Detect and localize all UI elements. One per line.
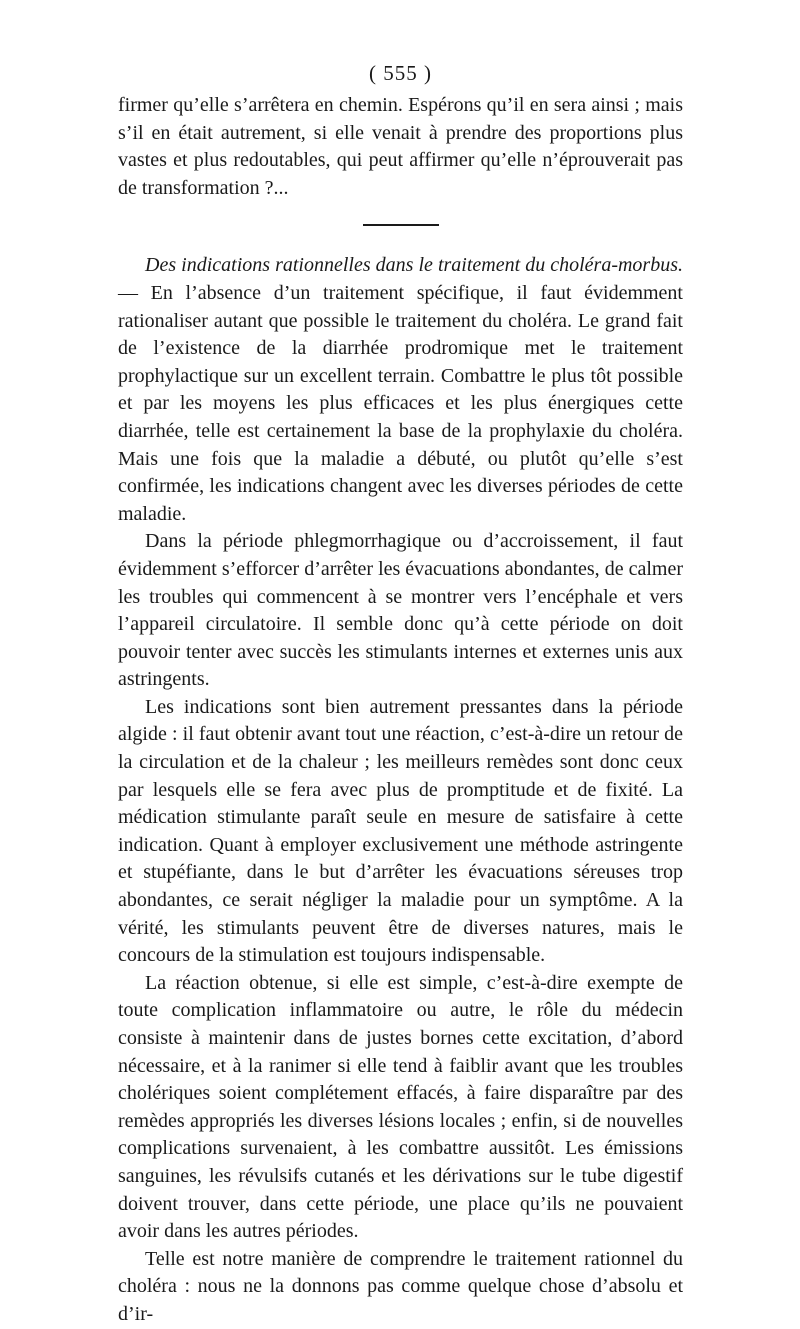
paragraph-algid-period: Les indications sont bien autrement pressantes dans la période algide : il faut obtenir avant tout une réaction, c’est-à-dire un retour de la circulation et de la chaleur ; les meilleurs remèdes sont donc ceux par lesquels elle se fera avec plus de promptitude et de fixité. La médication stimulante paraît seule en mesure de satisfaire à cette indication. Quant à employer exclusivement une méthode astringente et stupéfiante, dans le but d’arrêter les évacuations séreuses trop abondantes, ce serait négliger la maladie pour un symptôme. A la vérité, les stimulants peuvent être de diverses natures, mais le concours de la stimulation est toujours indispensable. [118, 695, 683, 967]
paragraph-continuation: firmer qu’elle s’arrêtera en chemin. Espérons qu’il en sera ainsi ; mais s’il en était autrement, si elle venait à prendre des proportions plus vastes et plus redoutables, qui peut affirmer qu’elle n’éprouverait pas de transformation ?... [118, 94, 683, 199]
section-body-text: — En l’absence d’un traitement spécifique, il faut évidemment rationaliser autant que possible le traitement du choléra. Le grand fait de l’existence de la diarrhée prodromique met le traitement prophylactique sur un excellent terrain. Combattre le plus tôt possible et par les moyens les plus efficaces et les plus énergiques cette diarrhée, telle est certainement la base de la prophylaxie du choléra. Mais une fois que la maladie a débuté, ou plutôt qu’elle s’est confirmée, les indications changent avec les diverses périodes de cette maladie. [118, 281, 683, 525]
paragraph-reaction-period: La réaction obtenue, si elle est simple, c’est-à-dire exempte de toute complication inflammatoire ou autre, le rôle du médecin consiste à maintenir dans de justes bornes cette excitation, d’abord nécessaire, et à la ranimer si elle tend à faiblir avant que les troubles cholériques soient complétement effacés, à faire disparaître par des remèdes appropriés les diverses lésions locales ; enfin, si de nouvelles complications survenaient, à les combattre aussitôt. Les émissions sanguines, les révulsifs cutanés et les dérivations sur le tube digestif doivent trouver, dans cette période, une place qu’ils ne pouvaient avoir dans les autres périodes. [118, 971, 683, 1243]
paragraph-section-opening [118, 252, 683, 528]
paragraph-phlegmorrhagic-period: Dans la période phlegmorrhagique ou d’accroissement, il faut évidemment s’efforcer d’arrêter les évacuations abondantes, de calmer les troubles qui commencent à se montrer vers l’encéphale et vers l’appareil circulatoire. Il semble donc qu’à cette période on doit pouvoir tenter avec succès les stimulants internes et externes unis aux astringents. [118, 530, 683, 691]
paragraph-conclusion: Telle est notre manière de comprendre le traitement rationnel du choléra : nous ne la donnons pas comme quelque chose d’absolu et d’ir- [118, 1247, 683, 1325]
page-number: ( 555 ) [369, 61, 432, 85]
section-heading: Des indications rationnelles dans le traitement du choléra-morbus. [145, 254, 683, 277]
section-divider [363, 224, 439, 226]
book-page [118, 58, 683, 1329]
